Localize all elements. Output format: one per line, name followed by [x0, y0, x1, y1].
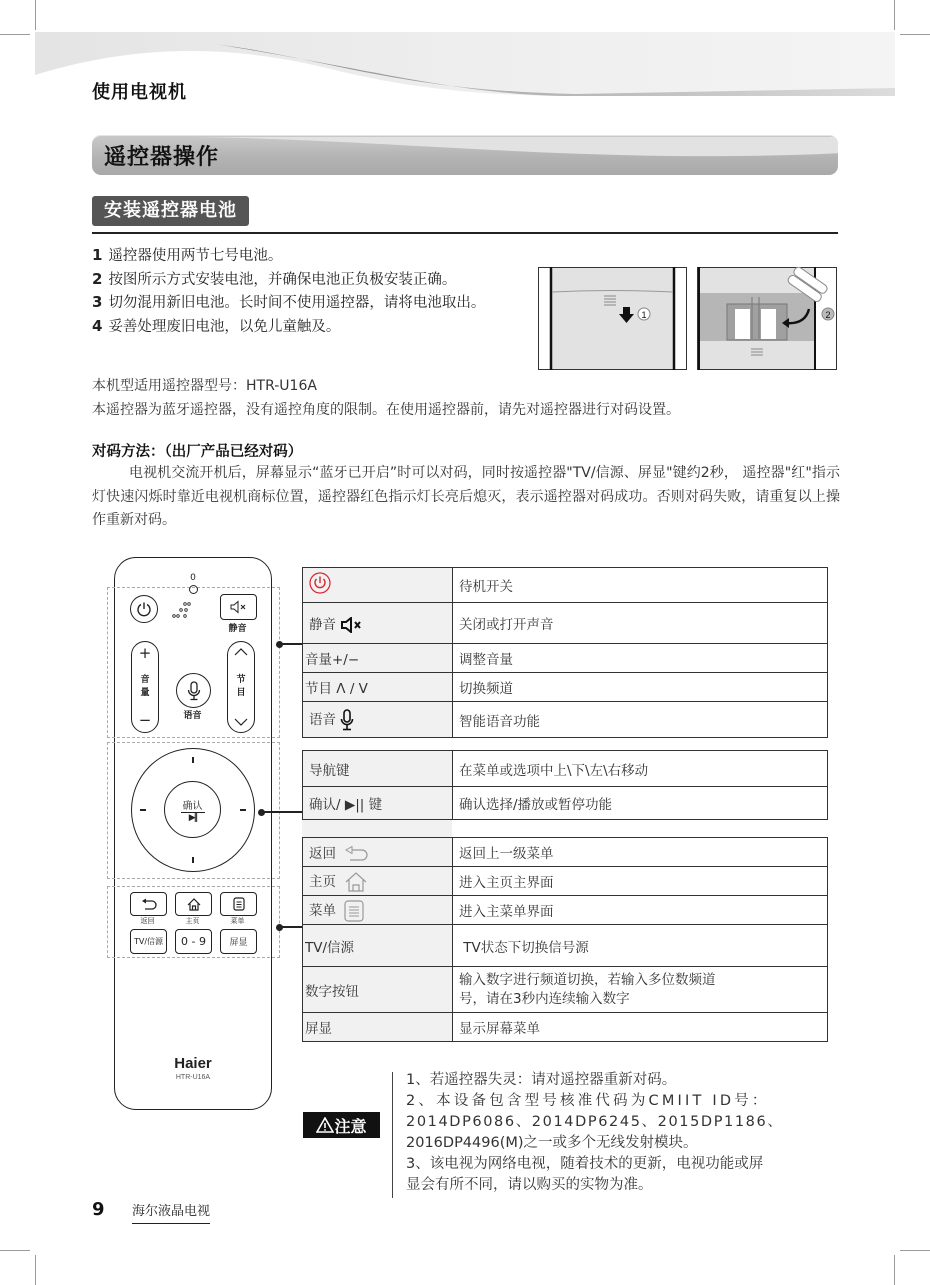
crop-mark — [0, 34, 30, 35]
channel-down-icon[interactable] — [234, 718, 248, 727]
key-table-basic — [302, 567, 828, 738]
mute-icon — [340, 617, 364, 633]
voice-button[interactable] — [176, 673, 211, 708]
key-cell: 音量+/− — [303, 644, 453, 673]
mute-label: 静音 — [228, 624, 247, 634]
notice-line: 2014DP6086、2014DP6245、2015DP1186、 — [406, 1114, 784, 1130]
table-row — [303, 673, 828, 702]
menu-icon — [344, 900, 364, 922]
pairing-instructions: 电视机交流开机后，屏幕显示“蓝牙已开启”时可以对码，同时按遥控器"TV/信源、屏显"键约2秒， 遥控器"红"指示灯快速闪烁时靠近电视机商标位置，遥控器红色指示灯长亮后熄灭，表示遥控器对码成功。否则对码失败，请重复以上操作重新对码。 — [92, 465, 840, 528]
notice-line: 1、若遥控器失灵：请对遥控器重新对码。 — [406, 1072, 677, 1088]
section-gloss — [192, 135, 838, 175]
section-header — [92, 135, 838, 175]
key-cell: 返回 — [303, 838, 453, 867]
table-row — [303, 967, 828, 1013]
key-cell: 导航键 — [303, 751, 453, 787]
table-row — [303, 644, 828, 673]
step-item: 2 按图所示方式安装电池，并确保电池正负极安装正确。 — [92, 269, 457, 288]
notice-line: 显会有所不同，请以购买的实物为准。 — [406, 1177, 653, 1193]
home-icon — [344, 872, 368, 892]
notice-line: 2016DP4496(M)之一或多个无线发射模块。 — [406, 1135, 698, 1151]
remote-control-diagram — [114, 557, 272, 1110]
pairing-title: 对码方法：（出厂产品已经对码） — [92, 444, 303, 460]
table-row — [303, 603, 828, 644]
section-title: 遥控器操作 — [104, 145, 220, 170]
key-table-functions — [302, 837, 828, 1042]
volume-up-button[interactable]: + — [138, 644, 152, 662]
remote-model-line: 本机型适用遥控器型号：HTR-U16A — [92, 378, 317, 394]
table-row — [303, 925, 828, 967]
crop-mark — [894, 1255, 895, 1285]
channel-up-icon[interactable] — [234, 647, 248, 656]
crop-mark — [894, 0, 895, 30]
notes-divider — [392, 1072, 393, 1198]
crop-mark — [900, 34, 930, 35]
battery-insert-figure — [697, 267, 837, 370]
crop-mark — [900, 1250, 930, 1251]
tv-source-button[interactable]: TV/信源 — [130, 929, 167, 954]
crop-mark — [35, 1255, 36, 1285]
attention-label: 注意 — [334, 1116, 367, 1136]
key-cell: 菜单 — [303, 896, 453, 925]
table-row — [303, 838, 828, 867]
connector-line — [262, 811, 302, 813]
key-cell: 节目 Λ / V — [303, 673, 453, 702]
desc-cell: 返回上一级菜单 — [453, 838, 828, 867]
remote-model-label: HTR-U16A — [175, 1074, 211, 1081]
remote-brand-logo: Haier — [174, 1055, 212, 1072]
crop-mark — [0, 1250, 30, 1251]
digits-button[interactable]: 0 - 9 — [175, 929, 212, 954]
play-pause-icon: ▶|| — [188, 812, 197, 823]
notice-line: 2、本设备包含型号核准代码为CMIIT ID号： — [406, 1093, 770, 1109]
navigation-ring[interactable] — [131, 748, 255, 872]
battery-cover-figure — [538, 267, 687, 370]
nav-left-mark — [140, 809, 146, 811]
back-label: 返回 — [140, 917, 155, 925]
crop-mark — [35, 0, 36, 30]
desc-cell: 确认选择/播放或暂停功能 — [453, 787, 828, 820]
home-icon — [187, 898, 201, 911]
channel-label: 节 目 — [236, 675, 246, 698]
ok-label: 确认 — [181, 797, 205, 813]
table-row — [303, 1013, 828, 1042]
step-item: 3 切勿混用新旧电池。长时间不使用遥控器，请将电池取出。 — [92, 293, 486, 311]
microphone-icon — [340, 709, 354, 731]
back-icon — [344, 846, 370, 862]
volume-label: 音 量 — [140, 675, 150, 698]
volume-down-button[interactable]: − — [138, 711, 152, 729]
desc-cell: 切换频道 — [453, 673, 828, 702]
svg-text:1: 1 — [641, 310, 647, 320]
microphone-holes — [171, 601, 193, 623]
table-row — [303, 751, 828, 787]
mute-icon — [229, 600, 249, 614]
warning-icon — [316, 1117, 334, 1133]
nav-up-mark — [192, 757, 194, 763]
desc-cell: 智能语音功能 — [453, 702, 828, 738]
subsection-title: 安装遥控器电池 — [92, 196, 249, 226]
notice-text — [406, 1070, 838, 1196]
chapter-title: 使用电视机 — [92, 82, 187, 103]
battery-steps — [92, 244, 532, 338]
table-row — [303, 702, 828, 738]
table-row — [303, 896, 828, 925]
step-item: 4 妥善处理废旧电池，以免儿童触及。 — [92, 316, 341, 335]
key-cell — [303, 568, 453, 603]
home-label: 主页 — [185, 917, 200, 925]
desc-cell: 进入主菜单界面 — [453, 896, 828, 925]
power-icon — [136, 601, 152, 617]
svg-text:2: 2 — [825, 310, 831, 320]
back-button[interactable] — [130, 892, 167, 916]
page-number: 9 — [92, 1199, 105, 1220]
desc-cell: 关闭或打开声音 — [453, 603, 828, 644]
mute-button[interactable] — [220, 594, 257, 620]
desc-cell: 进入主页主界面 — [453, 867, 828, 896]
menu-icon — [233, 897, 245, 911]
menu-label: 菜单 — [230, 917, 245, 925]
connector-line — [280, 926, 302, 928]
back-icon — [141, 898, 157, 910]
key-cell: 主页 — [303, 867, 453, 896]
table-row — [303, 867, 828, 896]
table-spacer — [302, 820, 452, 837]
desc-cell: 显示屏幕菜单 — [453, 1013, 828, 1042]
key-cell: TV/信源 — [303, 925, 453, 967]
microphone-icon — [187, 681, 201, 701]
table-row — [303, 568, 828, 603]
power-icon — [309, 572, 331, 594]
menu-button[interactable] — [220, 892, 257, 916]
desc-cell: TV状态下切换信号源 — [453, 925, 828, 967]
voice-label: 语音 — [183, 711, 202, 721]
desc-cell: 在菜单或选项中上\下\左\右移动 — [453, 751, 828, 787]
nav-down-mark — [192, 857, 194, 863]
key-table-navigation — [302, 750, 828, 820]
ok-button[interactable] — [164, 781, 221, 838]
key-cell: 语音 — [303, 702, 453, 738]
desc-cell: 调整音量 — [453, 644, 828, 673]
key-cell: 屏显 — [303, 1013, 453, 1042]
table-row — [303, 787, 828, 820]
key-cell: 数字按钮 — [303, 967, 453, 1013]
channel-rocker[interactable] — [227, 641, 255, 733]
footer-brand: 海尔液晶电视 — [132, 1200, 210, 1224]
key-cell: 确认/ ▶|| 键 — [303, 787, 453, 820]
power-button[interactable] — [130, 595, 158, 623]
connector-line — [280, 643, 302, 645]
indicator-light — [189, 585, 198, 594]
attention-badge — [303, 1112, 380, 1138]
bluetooth-note: 本遥控器为蓝牙遥控器，没有遥控角度的限制。在使用遥控器前，请先对遥控器进行对码设置。 — [92, 402, 680, 418]
step-item: 1 遥控器使用两节七号电池。 — [92, 246, 283, 264]
desc-cell: 输入数字进行频道切换，若输入多位数频道 号，请在3秒内连续输入数字 — [453, 967, 828, 1013]
notice-line: 3、该电视为网络电视，随着技术的更新，电视功能或屏 — [406, 1156, 764, 1172]
volume-rocker[interactable] — [131, 641, 159, 733]
key-cell: 静音 — [303, 603, 453, 644]
home-button[interactable] — [175, 892, 212, 916]
display-button[interactable]: 屏显 — [220, 929, 257, 954]
desc-cell: 待机开关 — [453, 568, 828, 603]
divider — [92, 232, 838, 234]
indicator-label: 0 — [190, 573, 196, 583]
nav-right-mark — [240, 809, 246, 811]
